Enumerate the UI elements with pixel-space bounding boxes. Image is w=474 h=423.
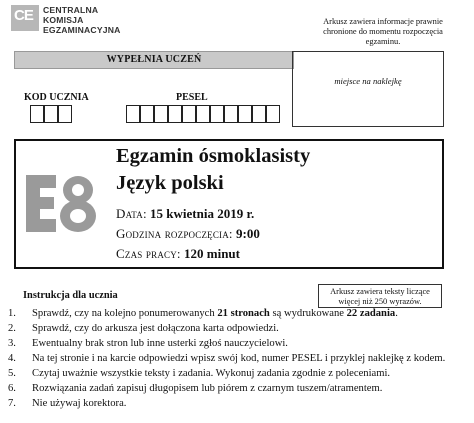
list-item — [8, 321, 448, 336]
item-text: Nie używaj korektora. — [32, 398, 127, 409]
instructions-list — [8, 306, 448, 411]
logo-line: EGZAMINACYJNA — [43, 25, 121, 35]
pesel-box[interactable] — [196, 105, 210, 123]
item-text: są wydrukowane — [269, 308, 347, 319]
item-text: Czytaj uważnie wszystkie teksty i zadania. Wykonuj zadania zgodnie z poleceniami. — [32, 368, 391, 379]
date-value: 15 kwietnia 2019 r. — [150, 206, 255, 221]
student-code-box[interactable] — [44, 105, 58, 123]
item-bold: 21 stronach — [217, 308, 270, 319]
fill-by-student-header: WYPEŁNIA UCZEŃ — [14, 51, 294, 69]
item-number: 4. — [8, 353, 16, 364]
pesel-label: PESEL — [176, 92, 208, 103]
item-number: 5. — [8, 368, 16, 379]
duration-value: 120 minut — [184, 246, 240, 261]
list-item — [8, 351, 448, 366]
pesel-box[interactable] — [252, 105, 266, 123]
student-code-box[interactable] — [30, 105, 44, 123]
pesel-box[interactable] — [224, 105, 238, 123]
pesel-box[interactable] — [266, 105, 280, 123]
pesel-box[interactable] — [126, 105, 140, 123]
student-code-box[interactable] — [58, 105, 72, 123]
item-number: 2. — [8, 323, 16, 334]
item-text: Sprawdź, czy na kolejno ponumerowanych — [32, 308, 218, 319]
student-code-label: KOD UCZNIA — [24, 92, 89, 103]
exam-date-row — [116, 206, 254, 222]
list-item — [8, 396, 448, 411]
text-length-note: Arkusz zawiera teksty liczące więcej niż 250 wyrazów. — [318, 284, 442, 308]
start-time-value: 9:00 — [236, 226, 260, 241]
exam-subject: Język polski — [116, 172, 224, 194]
item-bold: 22 zadania — [346, 308, 396, 319]
list-item — [8, 381, 448, 396]
logo-initials: CE — [14, 7, 33, 24]
item-text: Ewentualny brak stron lub inne usterki zgłoś nauczycielowi. — [32, 338, 288, 349]
duration-label: Czas pracy: — [116, 246, 181, 261]
sticker-area[interactable] — [292, 51, 444, 127]
exam-duration-row — [116, 246, 240, 262]
start-time-label: Godzina rozpoczęcia: — [116, 226, 233, 241]
pesel-box[interactable] — [182, 105, 196, 123]
item-text: Sprawdź, czy do arkusza jest dołączona karta odpowiedzi. — [32, 323, 279, 334]
date-label: Data: — [116, 206, 147, 221]
pesel-box[interactable] — [168, 105, 182, 123]
item-number: 7. — [8, 398, 16, 409]
item-text: Rozwiązania zadań zapisuj długopisem lub piórem z czarnym tuszem/atramentem. — [32, 383, 383, 394]
list-item — [8, 366, 448, 381]
exam-title: Egzamin ósmoklasisty — [116, 145, 311, 167]
pesel-box[interactable] — [154, 105, 168, 123]
item-number: 3. — [8, 338, 16, 349]
cke-logo-icon — [11, 5, 39, 31]
list-item — [8, 336, 448, 351]
item-number: 1. — [8, 308, 16, 319]
logo-line: KOMISJA — [43, 15, 84, 25]
logo-text — [43, 5, 121, 35]
item-text: . — [395, 308, 398, 319]
instructions-heading: Instrukcja dla ucznia — [23, 290, 118, 301]
protected-info-note: Arkusz zawiera informacje prawnie chronione do momentu rozpoczęcia egzaminu. — [323, 17, 443, 46]
exam-start-row — [116, 226, 260, 242]
list-item — [8, 306, 448, 321]
item-number: 6. — [8, 383, 16, 394]
sticker-label: miejsce na naklejkę — [334, 76, 402, 86]
item-text: Na tej stronie i na karcie odpowiedzi wpisz swój kod, numer PESEL i przyklej naklejkę z kodem. — [32, 353, 446, 364]
pesel-box[interactable] — [210, 105, 224, 123]
e8-badge-icon — [20, 171, 100, 235]
logo-line: CENTRALNA — [43, 5, 99, 15]
pesel-box[interactable] — [238, 105, 252, 123]
pesel-box[interactable] — [140, 105, 154, 123]
